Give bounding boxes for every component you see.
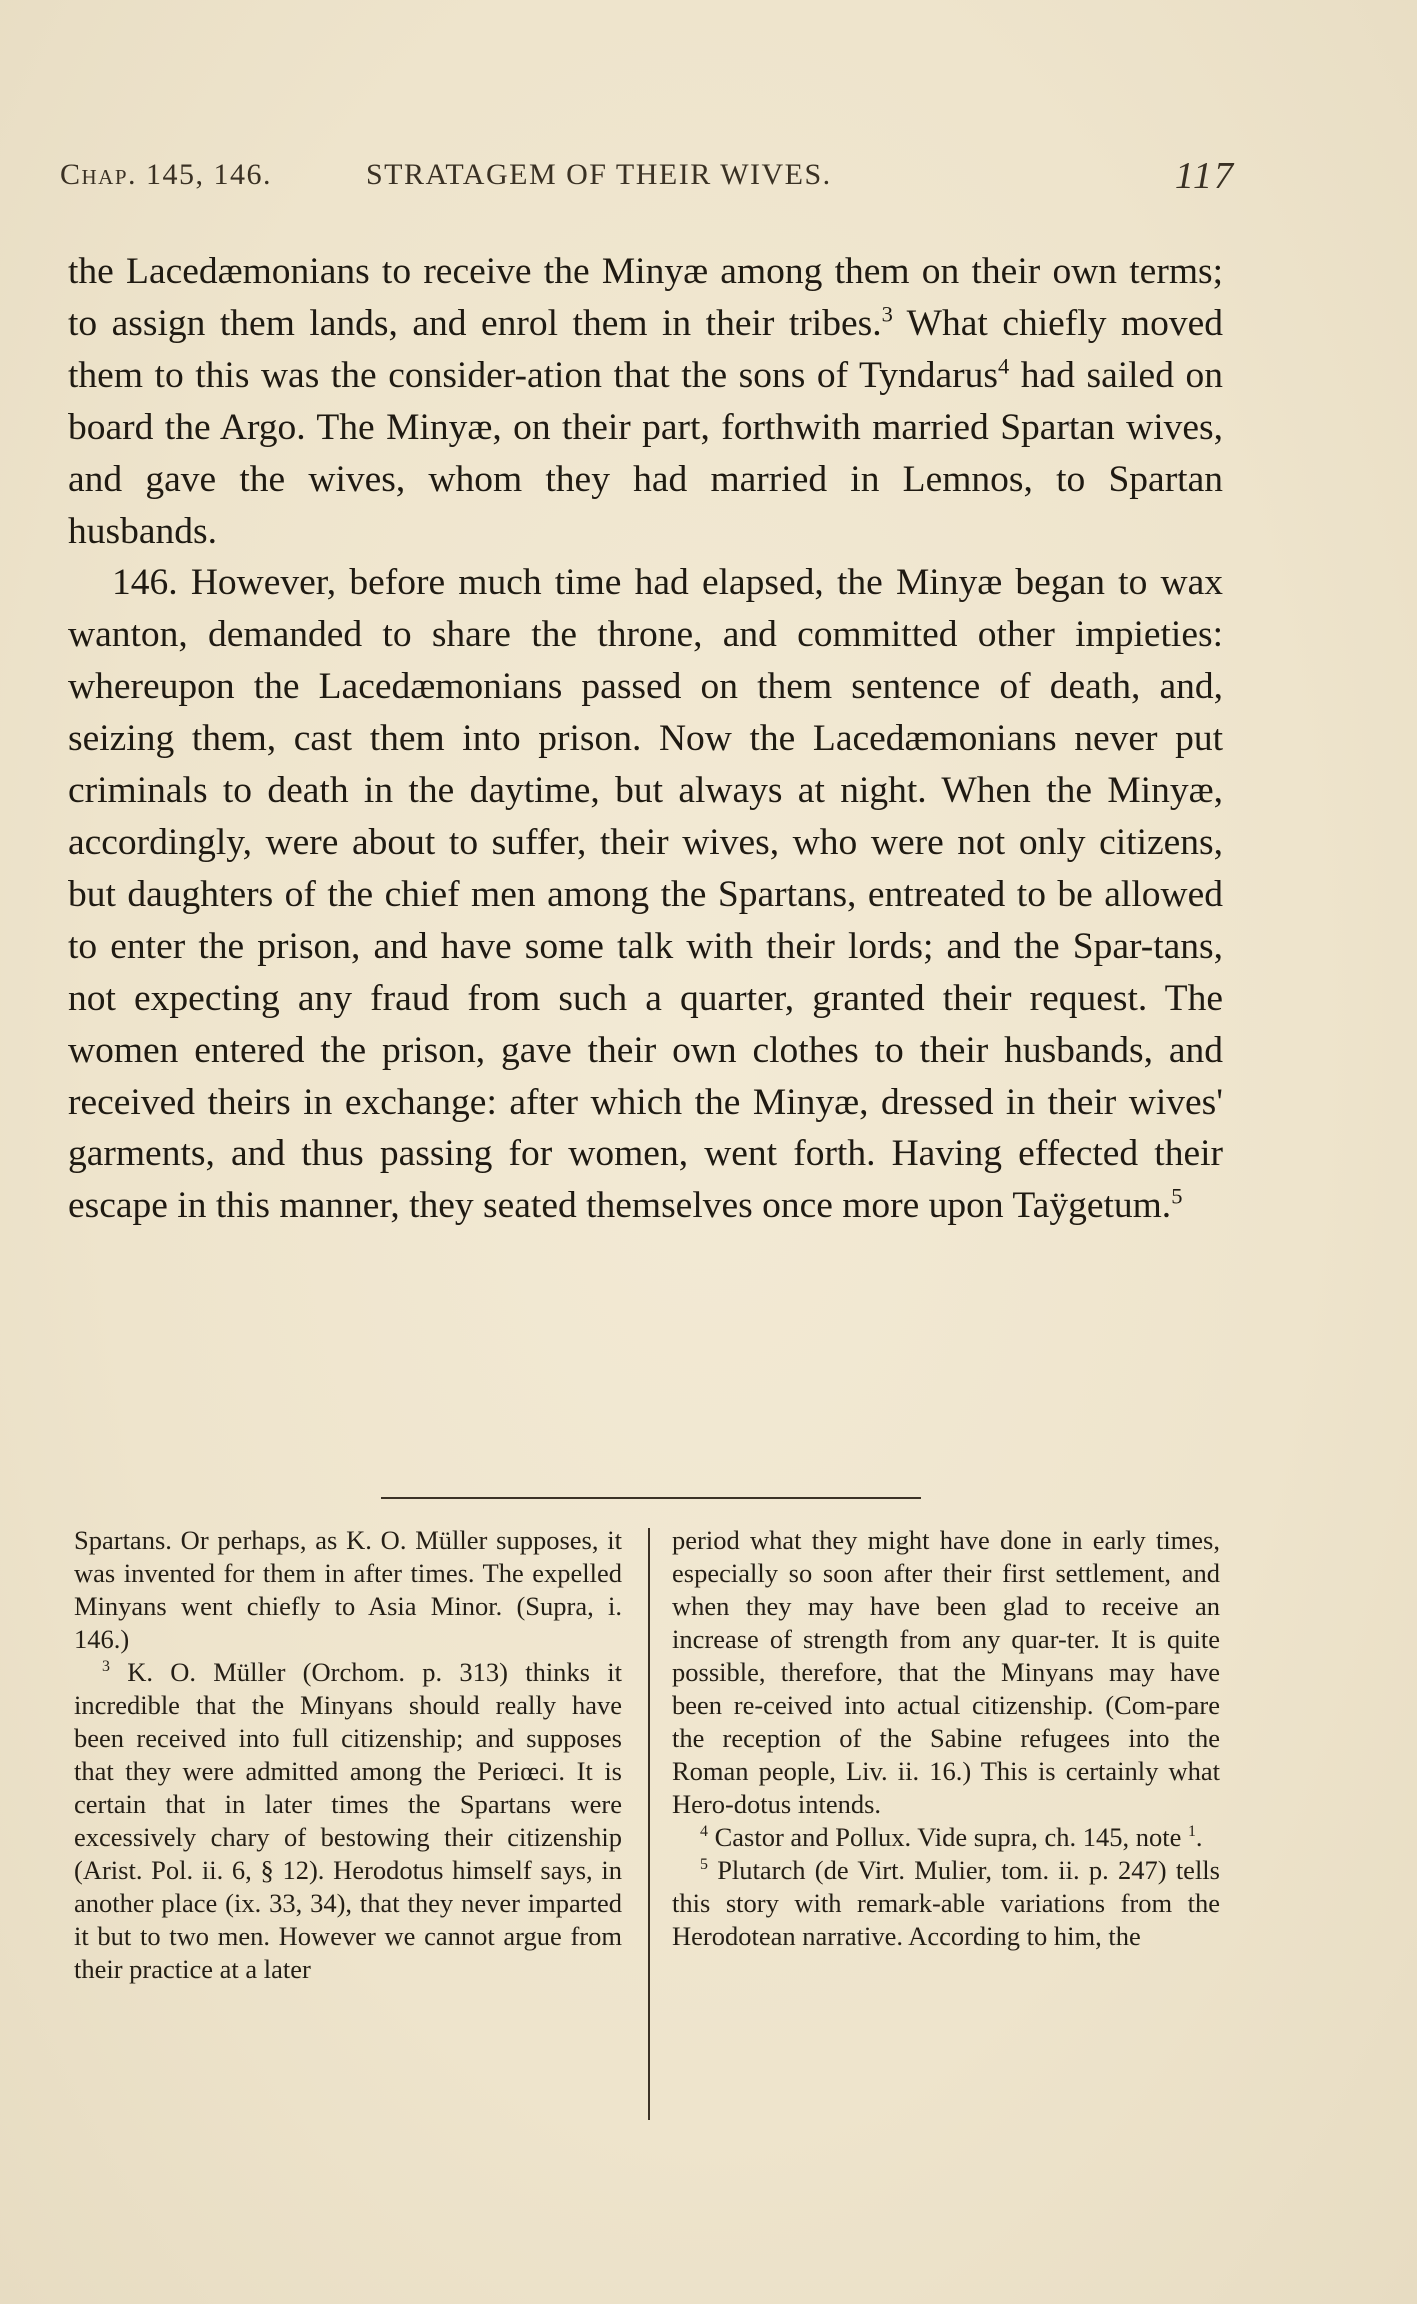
footnote-4 (672, 1821, 1220, 1854)
footnote-marker: 4 (700, 1823, 708, 1841)
text-span: had sailed on board the Argo. The Minyæ, on their part, forthwith married Spartan wives, and gave the wives, whom they had married in Lemnos, to Spartan husbands. (68, 354, 1223, 552)
paragraph-146 (68, 557, 1223, 1232)
footnote-column-left (74, 1524, 622, 1986)
footnote-marker: 5 (700, 1856, 708, 1874)
footnote-ref-3[interactable]: 3 (881, 301, 893, 327)
footnote-continuation (74, 1524, 622, 1656)
page-heading: STRATAGEM OF THEIR WIVES. (366, 158, 832, 191)
paragraph-continuation (68, 246, 1223, 557)
text-span: Castor and Pollux. Vide supra, ch. 145, note (707, 1822, 1188, 1852)
text-span: 146. However, before much time had elapsed, the Minyæ began to wax wanton, demanded to share the throne, and committed other impieties: whereupon the Lacedæmonians passed on them sentence of death, and, seizing them, cast them into prison. Now the Lacedæmonians never put criminals to death in the daytime, but always at night. When the Minyæ, accordingly, were about to suffer, their wives, who were not only citizens, but daughters of the chief men among the Spartans, entreated to be allowed to enter the prison, and have some talk with their lords; and the Spar-tans, not expecting any fraud from such a quarter, granted their request. The women entered the prison, gave their own clothes to their husbands, and received theirs in exchange: after which the Minyæ, dressed in their wives' garments, and thus passing for women, went forth. Having effected their escape in this manner, they seated themselves once more upon Taÿgetum. (68, 562, 1223, 1227)
text-span: K. O. Müller (Orchom. p. 313) thinks it incredible that the Minyans should really have been received into full citizenship; and supposes that they were admitted among the Periœci. It is certain that in later times the Spartans were excessively chary of bestowing their citizenship (Arist. Pol. ii. 6, § 12). Herodotus himself says, in another place (ix. 33, 34), that they never imparted it but to two men. However we cannot argue from their practice at a later (74, 1657, 622, 1984)
footnotes (74, 1524, 1236, 2124)
main-text (68, 246, 1223, 1232)
note-reference[interactable]: 1 (1187, 1823, 1196, 1841)
footnote-marker: 3 (102, 1658, 110, 1676)
footnote-5 (672, 1854, 1220, 1953)
footnote-ref-4[interactable]: 4 (997, 353, 1010, 379)
page-number: 117 (1174, 155, 1235, 197)
chapter-reference: Chap. 145, 146. (60, 158, 273, 191)
column-divider (648, 1528, 650, 2120)
text-span: What chiefly moved them to this was the consider-ation that the sons of Tyndarus (68, 302, 1223, 396)
text-span: . (1195, 1822, 1203, 1852)
footnote-3 (74, 1656, 622, 1986)
footnote-ref-5[interactable]: 5 (1171, 1183, 1183, 1209)
footnote-rule (381, 1497, 921, 1499)
text-span: period what they might have done in early times, especially so soon after their first settlement, and when they may have been glad to receive an increase of strength from any quar-ter. It is quite possible, therefore, that the Minyans may have been re-ceived into actual citizenship. (Com-pare the reception of the Sabine refugees into the Roman people, Liv. ii. 16.) This is certainly what Hero-dotus intends. (672, 1525, 1220, 1819)
text-span: Plutarch (de Virt. Mulier, tom. ii. p. 247) tells this story with remark-able variations from the Herodotean narrative. According to him, the (672, 1855, 1220, 1951)
footnote-continuation (672, 1524, 1220, 1821)
text-span: Spartans. Or perhaps, as K. O. Müller supposes, it was invented for them in after times. The expelled Minyans went chiefly to Asia Minor. (Supra, i. 146.) (74, 1525, 622, 1654)
text-span: the Lacedæmonians to receive the Minyæ among them on their own terms; to assign them lands, and enrol them in their tribes. (68, 251, 1223, 344)
footnote-column-right (672, 1524, 1220, 1953)
running-head (60, 155, 1235, 198)
